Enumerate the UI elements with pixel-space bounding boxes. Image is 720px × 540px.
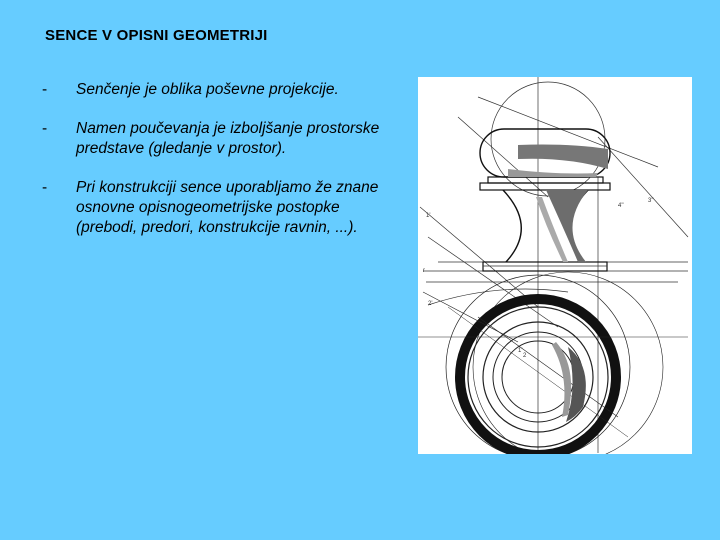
bullet-item bbox=[42, 80, 402, 100]
bullet-text: Senčenje je oblika poševne projekcije. bbox=[76, 81, 339, 98]
bullet-item bbox=[42, 119, 402, 159]
bullet-item bbox=[42, 178, 402, 238]
svg-text:1': 1' bbox=[518, 348, 523, 354]
svg-text:2: 2 bbox=[523, 353, 527, 359]
svg-text:2': 2' bbox=[428, 301, 433, 307]
pedestal-shadow-drawing bbox=[418, 77, 692, 454]
bullet-marker: - bbox=[42, 179, 48, 196]
svg-text:4'': 4'' bbox=[618, 203, 624, 209]
svg-text:r: r bbox=[423, 268, 425, 274]
shadow-construction-figure bbox=[418, 77, 692, 454]
bullet-marker: - bbox=[42, 120, 48, 137]
bullet-text: Pri konstrukciji sence uporabljamo že znane osnovne opisnogeometrijske postopke (prebodi, predori, konstrukcije ravnin, ...). bbox=[76, 179, 379, 236]
slide-title: SENCE V OPISNI GEOMETRIJI bbox=[45, 27, 268, 44]
bullet-text: Namen poučevanja je izboljšanje prostorske predstave (gledanje v prostor). bbox=[76, 120, 380, 157]
bullet-marker: - bbox=[42, 81, 48, 98]
bullet-list bbox=[42, 80, 402, 257]
svg-text:1': 1' bbox=[426, 213, 431, 219]
svg-text:3'': 3'' bbox=[648, 198, 654, 204]
